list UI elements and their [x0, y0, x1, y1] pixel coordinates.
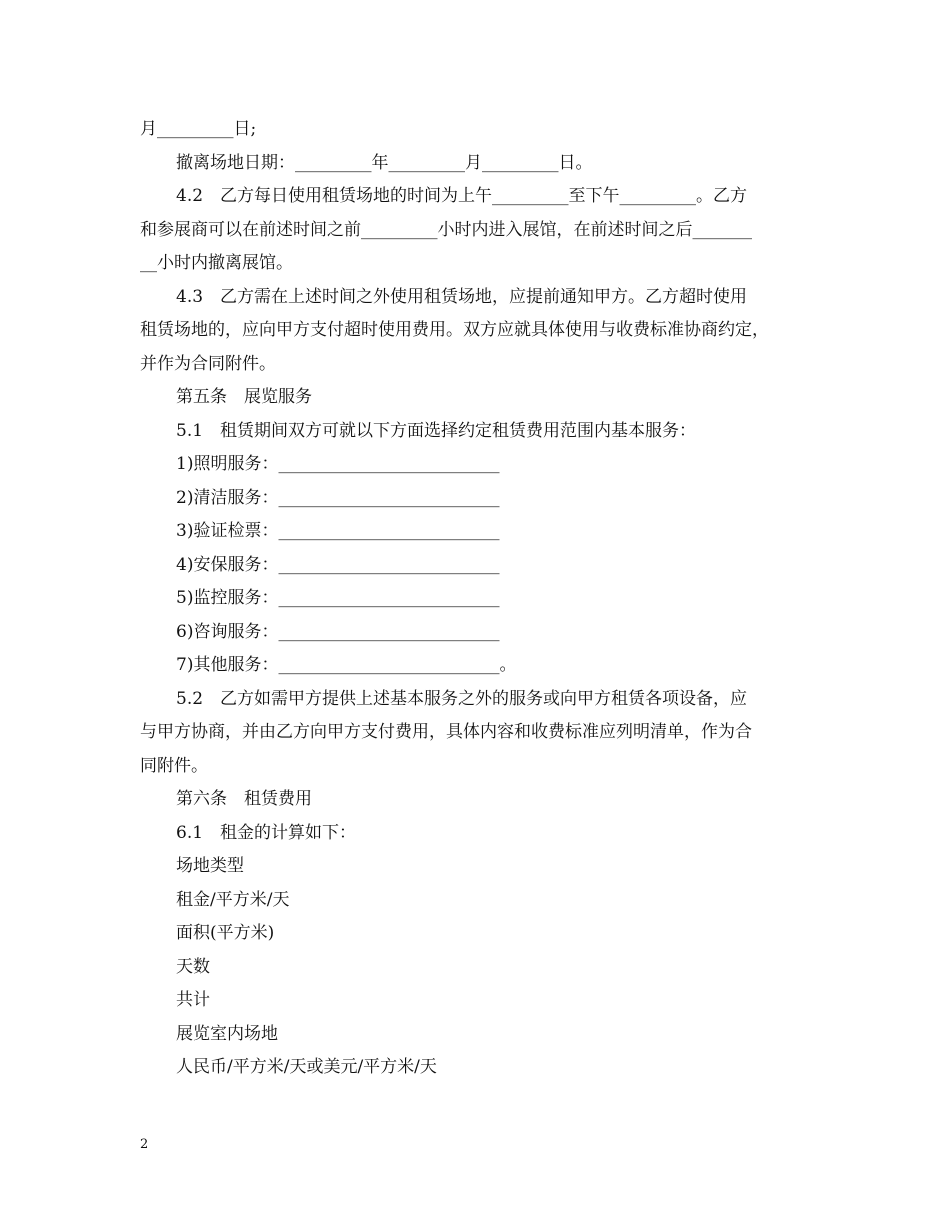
- text-line: 5.1 租赁期间双方可就以下方面选择约定租赁费用范围内基本服务：: [176, 420, 697, 441]
- text-line: 和参展商可以在前述时间之前_________小时内进入展馆，在前述时间之后_______: [140, 219, 752, 240]
- text-line: 5)监控服务：__________________________: [176, 588, 500, 608]
- text-line: 人民币/平方米/天或美元/平方米/天: [176, 1057, 437, 1077]
- text-line: 2)清洁服务：__________________________: [176, 487, 500, 508]
- text-line: 6)咨询服务：__________________________: [176, 621, 500, 642]
- text-line: 共计: [176, 990, 210, 1010]
- text-line: __小时内撤离展馆。: [140, 253, 293, 273]
- document-body: [140, 113, 840, 1085]
- text-line: 同附件。: [140, 755, 208, 776]
- text-line: 与甲方协商，并由乙方向甲方支付费用，具体内容和收费标准应列明清单，作为合: [140, 722, 752, 742]
- text-line: 月_________日;: [140, 119, 257, 139]
- page-number: 2: [140, 1137, 149, 1152]
- text-line: 租赁场地的，应向甲方支付超时使用费用。双方应就具体使用与收费标准协商约定，: [140, 320, 769, 340]
- text-line: 第六条 租赁费用: [176, 789, 312, 809]
- text-line: 面积(平方米): [176, 923, 275, 943]
- text-line: 5.2 乙方如需甲方提供上述基本服务之外的服务或向甲方租赁各项设备，应: [176, 688, 748, 709]
- text-line: 并作为合同附件。: [140, 353, 276, 374]
- text-line: 3)验证检票：__________________________: [176, 521, 500, 541]
- text-line: 租金/平方米/天: [176, 889, 290, 910]
- text-line: 第五条 展览服务: [176, 387, 312, 407]
- text-line: 1)照明服务：__________________________: [176, 454, 500, 474]
- text-line: 4)安保服务：__________________________: [176, 554, 500, 575]
- text-line: 撤离场地日期：_________年_________月_________日。: [176, 152, 593, 173]
- text-line: 4.3 乙方需在上述时间之外使用租赁场地，应提前通知甲方。乙方超时使用: [176, 286, 748, 307]
- text-line: 4.2 乙方每日使用租赁场地的时间为上午_________至下午_________。乙方: [176, 186, 748, 206]
- text-line: 7)其他服务：__________________________。: [176, 655, 517, 675]
- text-line: 展览室内场地: [176, 1023, 278, 1044]
- text-line: 6.1 租金的计算如下：: [176, 822, 357, 843]
- text-line: 天数: [176, 956, 210, 977]
- text-line: 场地类型: [176, 856, 244, 876]
